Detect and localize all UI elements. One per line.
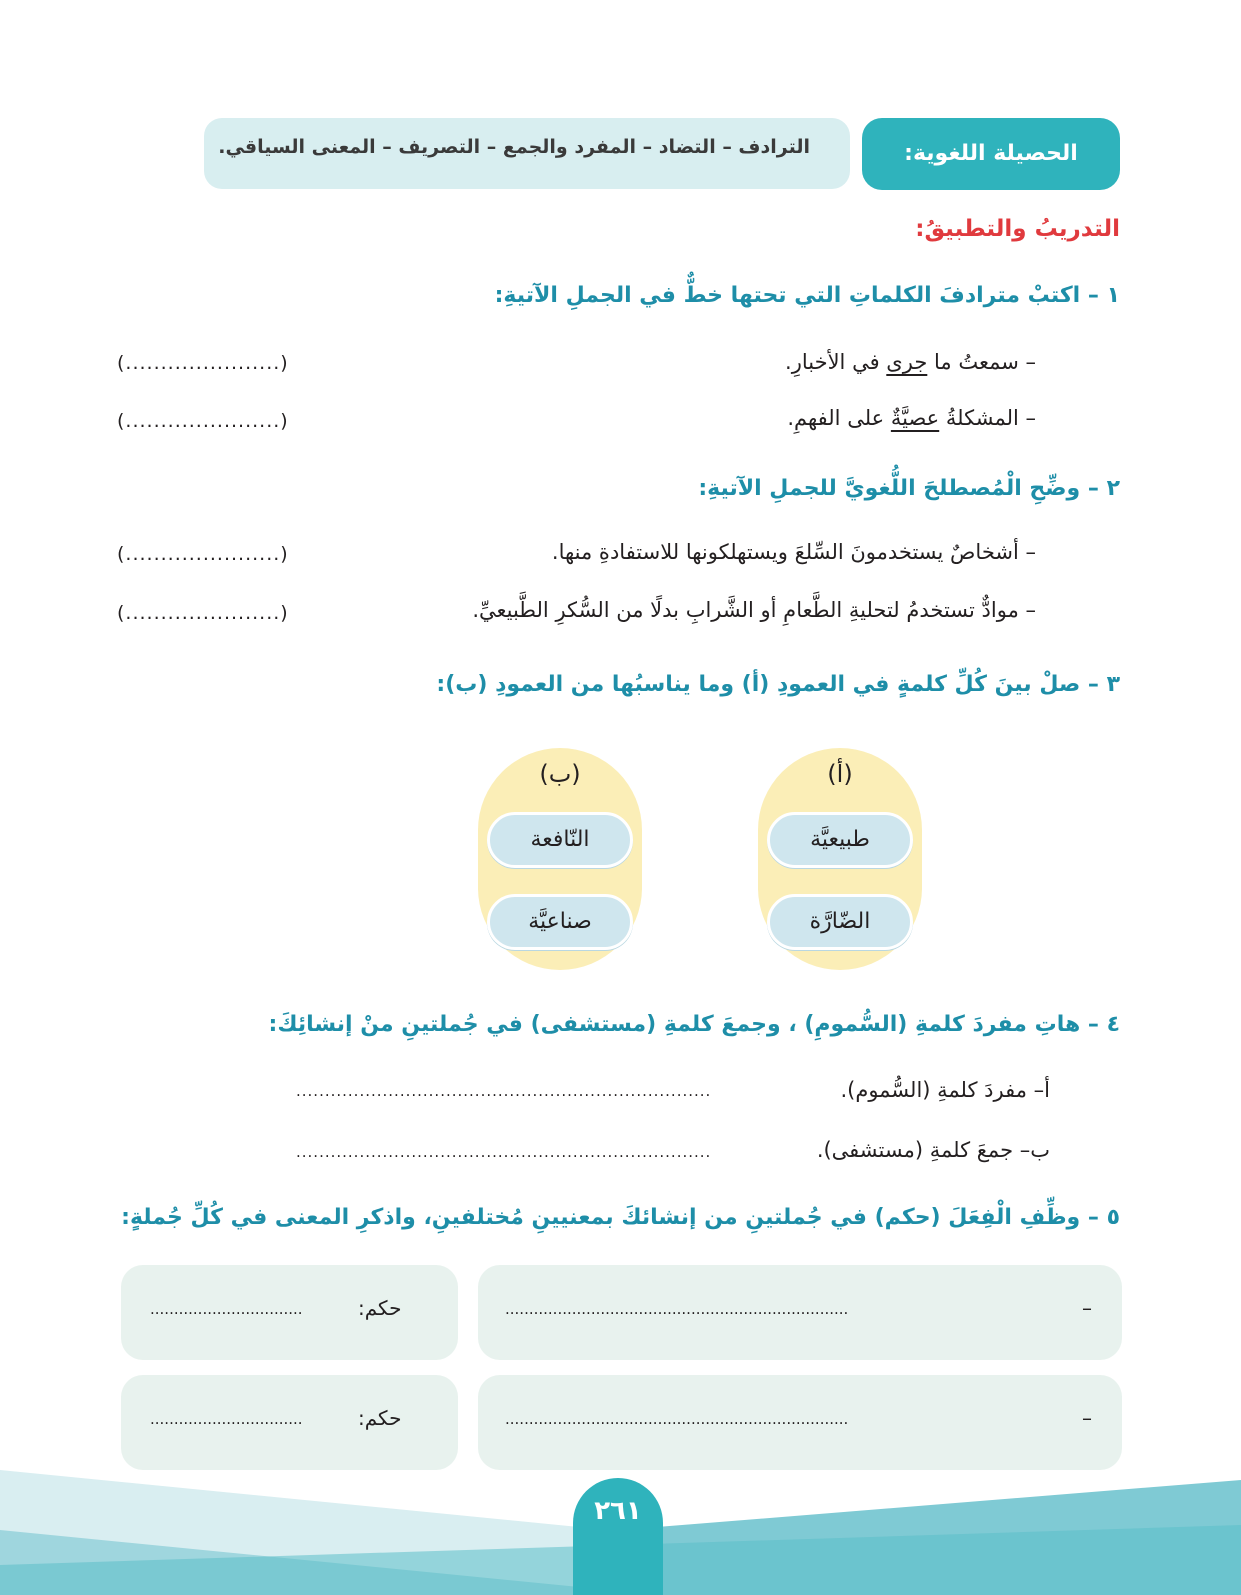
question-3-title: [436, 672, 1120, 697]
column-b-head: (ب): [539, 760, 581, 788]
question-1-text: اكتبْ مترادفَ الكلماتِ التي تحتها خطٌّ في الجملِ الآتيةِ:: [494, 283, 1081, 308]
q1-s2-underlined-word: عصيَّةٌ: [890, 406, 940, 430]
q1-sentence-2: [787, 406, 1036, 430]
q4-answer-line-a[interactable]: ........................................................................: [296, 1082, 712, 1100]
q1-answer-blank-2[interactable]: (......................): [117, 410, 289, 432]
q4-item-a: أ– مفردَ كلمةِ (السُّموم).: [840, 1078, 1050, 1102]
question-5-text: وظِّفِ الْفِعَلَ (حكم) في جُملتينِ من إنشائكَ بمعنيينِ مُختلفينِ، واذكرِ المعنى في كُلِّ جُملةٍ:: [121, 1205, 1081, 1230]
q2-sentence-2: – موادٌّ تستخدمُ لتحليةِ الطَّعامِ أو الشَّرابِ بدلًا من السُّكرِ الطَّبيعيِّ.: [472, 598, 1036, 622]
q5-sentence-dots-2: ........................................................................: [505, 1410, 849, 1428]
q5-sentence-dash-1: –: [1082, 1296, 1092, 1320]
q5-sentence-dots-1: ........................................................................: [505, 1300, 849, 1318]
page-number: ٢٦١: [573, 1478, 663, 1595]
q5-meaning-dots-2: ................................: [150, 1410, 303, 1428]
column-a-word-2[interactable]: الضّارَّة: [767, 894, 913, 950]
question-5-title: [121, 1205, 1120, 1230]
question-3-number: ٣ –: [1087, 672, 1120, 697]
section-title: التدريبُ والتطبيقُ:: [915, 216, 1120, 242]
topics-text: الترادف – التضاد – المفرد والجمع – التصريف – المعنى السياقي.: [218, 136, 810, 158]
question-4-title: [269, 1012, 1120, 1037]
topics-banner: [204, 118, 850, 189]
q1-s1-after: في الأخبارِ.: [785, 350, 880, 374]
q5-sentence-dash-2: –: [1082, 1406, 1092, 1430]
q5-meaning-label-1: حكم:: [358, 1296, 402, 1320]
question-2-text: وضِّحِ الْمُصطلحَ اللُّغويَّ للجملِ الآتيةِ:: [698, 476, 1081, 501]
question-1-title: [495, 283, 1120, 308]
column-b-word-2[interactable]: صناعيَّة: [487, 894, 633, 950]
question-5-number: ٥ –: [1087, 1205, 1120, 1230]
question-4-text: هاتِ مفردَ كلمةِ (السُّمومِ) ، وجمعَ كلمةِ (مستشفى) في جُملتينِ منْ إنشائِكَ:: [268, 1012, 1081, 1037]
q2-answer-blank-1[interactable]: (......................): [117, 543, 289, 565]
q5-meaning-label-2: حكم:: [358, 1406, 402, 1430]
vocabulary-tag: الحصيلة اللغوية:: [862, 118, 1120, 190]
q5-meaning-dots-1: ................................: [150, 1300, 303, 1318]
column-a-word-1[interactable]: طبيعيَّة: [767, 812, 913, 868]
question-2-number: ٢ –: [1087, 476, 1120, 501]
question-1-number: ١ –: [1087, 283, 1120, 308]
column-b-word-1[interactable]: النّافعة: [487, 812, 633, 868]
q1-s1-underlined-word: جرى: [886, 350, 928, 374]
q2-sentence-1: – أشخاصٌ يستخدمونَ السِّلعَ ويستهلكونها للاستفادةِ منها.: [551, 540, 1036, 564]
q1-s2-after: على الفهمِ.: [787, 406, 885, 430]
q1-s2-before: – المشكلةُ: [945, 406, 1036, 430]
column-a-head: (أ): [827, 760, 853, 788]
question-3-text: صلْ بينَ كُلِّ كلمةٍ في العمودِ (أ) وما يناسبُها من العمودِ (ب):: [436, 672, 1081, 697]
q4-item-b: ب– جمعَ كلمةِ (مستشفى).: [816, 1138, 1050, 1162]
question-2-title: [698, 476, 1120, 501]
q2-answer-blank-2[interactable]: (......................): [117, 602, 289, 624]
q4-answer-line-b[interactable]: ........................................................................: [296, 1143, 712, 1161]
q1-sentence-1: [785, 350, 1036, 374]
q1-s1-before: – سمعتُ ما: [934, 350, 1036, 374]
question-4-number: ٤ –: [1087, 1012, 1120, 1037]
q1-answer-blank-1[interactable]: (......................): [117, 352, 289, 374]
